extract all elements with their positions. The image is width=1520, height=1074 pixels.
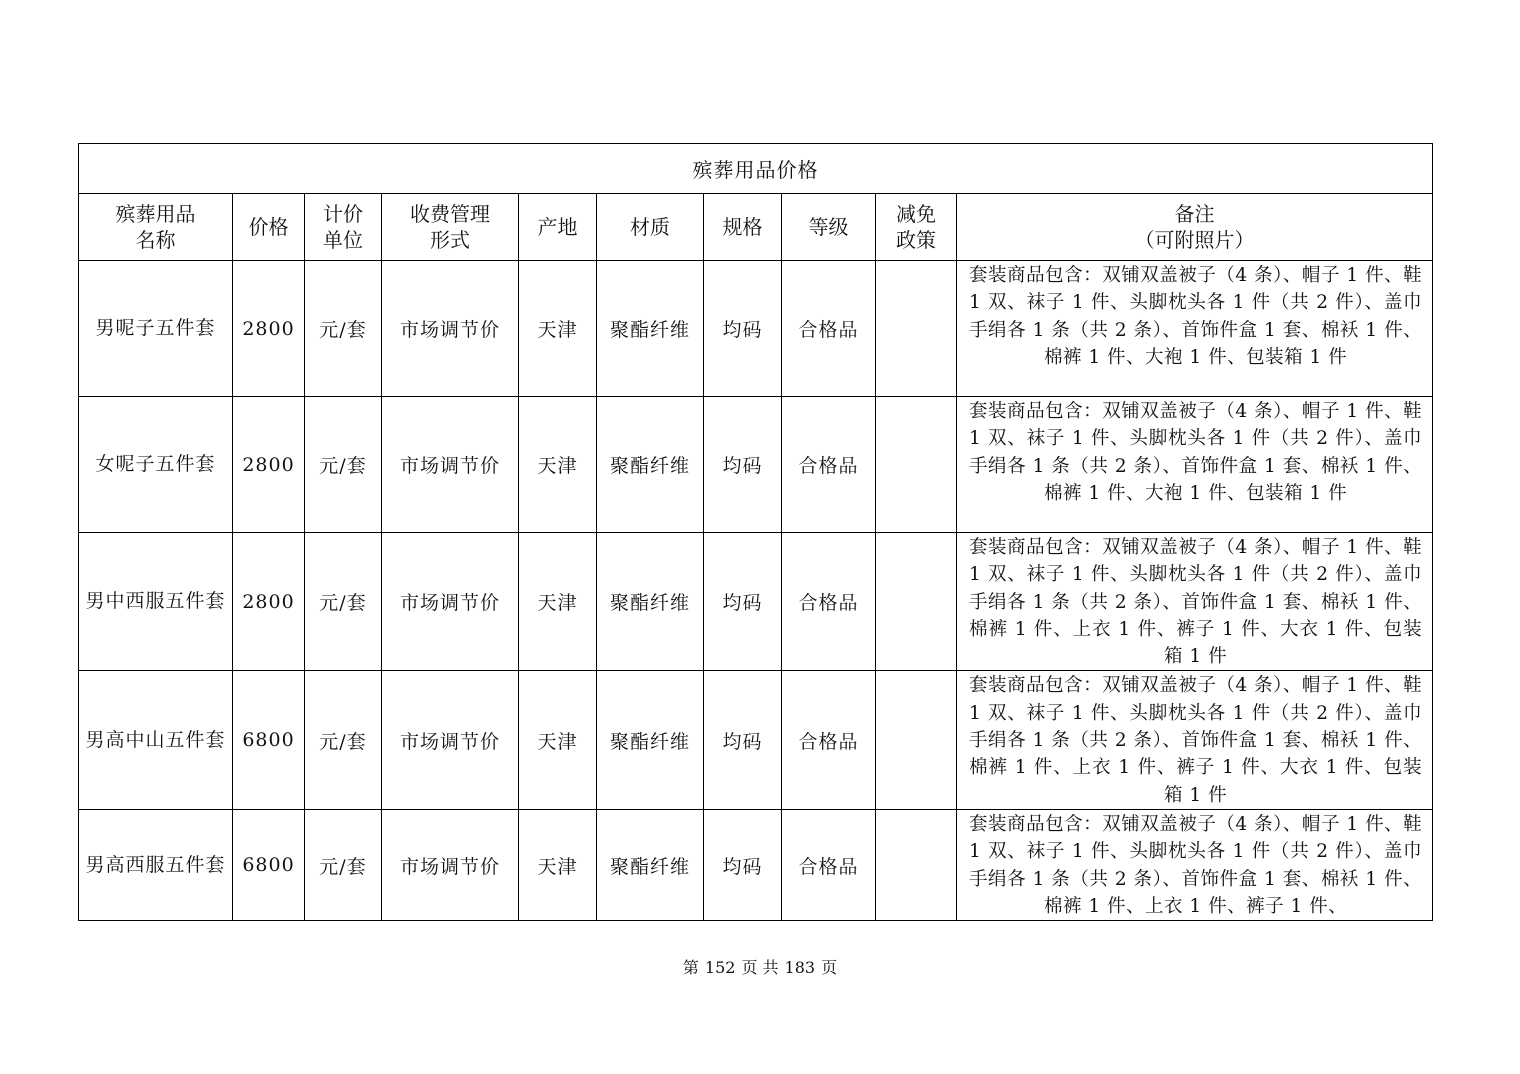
remark-text: 套装商品包含：双铺双盖被子（4 条）、帽子 1 件、鞋 1 双、袜子 1 件、头脚枕头各 1 件（共 2 件）、盖巾手绢各 1 条（共 2 条）、首饰件盒 1 套、棉袄 1 件、棉裤 1 件、上衣 1 件、裤子 1 件、大衣 1 件、包装箱 1 件 [969,537,1423,668]
remark-cell [957,671,1433,809]
table-title-row [79,144,1433,194]
item-name-cell: 男呢子五件套 [79,261,233,397]
table-body [79,261,1433,921]
column-header-label: 材质 [630,215,670,239]
unit-cell: 元/套 [305,809,382,920]
unit-cell: 元/套 [305,397,382,533]
column-header-label: 备注 [1174,202,1215,226]
column-header [704,194,782,261]
column-header-label: 产地 [537,215,578,239]
column-header-label: （可附照片） [1134,228,1255,252]
column-header-label: 单位 [323,228,363,252]
column-header-label: 收费管理 [410,202,490,226]
fee-form-cell: 市场调节价 [382,533,519,671]
origin-cell: 天津 [519,261,597,397]
spec-cell: 均码 [704,671,782,809]
policy-cell [876,397,957,533]
column-header [79,194,233,261]
footer-suffix: 页 [821,958,838,977]
column-header [597,194,704,261]
price-cell: 6800 [233,809,305,920]
policy-cell [876,809,957,920]
fee-form-cell: 市场调节价 [382,671,519,809]
column-header [782,194,876,261]
grade-cell: 合格品 [782,809,876,920]
item-name-cell: 男中西服五件套 [79,533,233,671]
fee-form-cell: 市场调节价 [382,809,519,920]
column-header-label: 殡葬用品 [115,202,196,226]
page-footer [0,955,1520,978]
material-cell: 聚酯纤维 [597,671,704,809]
column-header-label: 规格 [722,215,763,239]
table-row [79,261,1433,397]
grade-cell: 合格品 [782,671,876,809]
item-name-cell: 男高中山五件套 [79,671,233,809]
item-name-cell: 男高西服五件套 [79,809,233,920]
table-header-row [79,194,1433,261]
remark-cell [957,261,1433,397]
remark-text: 套装商品包含：双铺双盖被子（4 条）、帽子 1 件、鞋 1 双、袜子 1 件、头脚枕头各 1 件（共 2 件）、盖巾手绢各 1 条（共 2 条）、首饰件盒 1 套、棉袄 1 件、棉裤 1 件、上衣 1 件、裤子 1 件、大衣 1 件、包装箱 1 件 [969,675,1423,806]
column-header [519,194,597,261]
spec-cell: 均码 [704,809,782,920]
column-header-label: 价格 [248,215,289,239]
origin-cell: 天津 [519,809,597,920]
unit-cell: 元/套 [305,261,382,397]
price-cell: 2800 [233,533,305,671]
table-row [79,397,1433,533]
item-name-cell: 女呢子五件套 [79,397,233,533]
remark-cell [957,809,1433,920]
fee-form-cell: 市场调节价 [382,261,519,397]
unit-cell: 元/套 [305,671,382,809]
policy-cell [876,671,957,809]
material-cell: 聚酯纤维 [597,533,704,671]
table-title: 殡葬用品价格 [79,144,1433,194]
spec-cell: 均码 [704,261,782,397]
spec-cell: 均码 [704,397,782,533]
footer-prefix: 第 [682,958,699,977]
origin-cell: 天津 [519,533,597,671]
table-row [79,671,1433,809]
policy-cell [876,261,957,397]
spec-cell: 均码 [704,533,782,671]
policy-cell [876,533,957,671]
material-cell: 聚酯纤维 [597,261,704,397]
remark-text: 套装商品包含：双铺双盖被子（4 条）、帽子 1 件、鞋 1 双、袜子 1 件、头脚枕头各 1 件（共 2 件）、盖巾手绢各 1 条（共 2 条）、首饰件盒 1 套、棉袄 1 件、棉裤 1 件、大袍 1 件、包装箱 1 件 [969,401,1423,504]
total-page-number: 183 [784,958,816,977]
column-header [382,194,519,261]
fee-form-cell: 市场调节价 [382,397,519,533]
price-cell: 6800 [233,671,305,809]
material-cell: 聚酯纤维 [597,397,704,533]
table-row [79,809,1433,920]
price-cell: 2800 [233,397,305,533]
unit-cell: 元/套 [305,533,382,671]
remark-text: 套装商品包含：双铺双盖被子（4 条）、帽子 1 件、鞋 1 双、袜子 1 件、头脚枕头各 1 件（共 2 件）、盖巾手绢各 1 条（共 2 条）、首饰件盒 1 套、棉袄 1 件、棉裤 1 件、大袍 1 件、包装箱 1 件 [969,265,1423,368]
column-header [876,194,957,261]
column-header-label: 名称 [135,228,176,252]
origin-cell: 天津 [519,671,597,809]
column-header [957,194,1433,261]
origin-cell: 天津 [519,397,597,533]
column-header-label: 等级 [808,215,849,239]
remark-cell [957,397,1433,533]
column-header [305,194,382,261]
current-page-number: 152 [704,958,736,977]
column-header-label: 减免 [896,202,936,226]
grade-cell: 合格品 [782,397,876,533]
footer-middle: 页 共 [741,958,779,977]
price-table [78,143,1433,921]
column-header-label: 政策 [896,228,936,252]
material-cell: 聚酯纤维 [597,809,704,920]
table-row [79,533,1433,671]
remark-cell [957,533,1433,671]
column-header-label: 计价 [323,202,363,226]
price-cell: 2800 [233,261,305,397]
column-header [233,194,305,261]
grade-cell: 合格品 [782,533,876,671]
remark-text: 套装商品包含：双铺双盖被子（4 条）、帽子 1 件、鞋 1 双、袜子 1 件、头脚枕头各 1 件（共 2 件）、盖巾手绢各 1 条（共 2 条）、首饰件盒 1 套、棉袄 1 件、棉裤 1 件、上衣 1 件、裤子 1 件、 [969,813,1423,917]
grade-cell: 合格品 [782,261,876,397]
column-header-label: 形式 [430,228,470,252]
